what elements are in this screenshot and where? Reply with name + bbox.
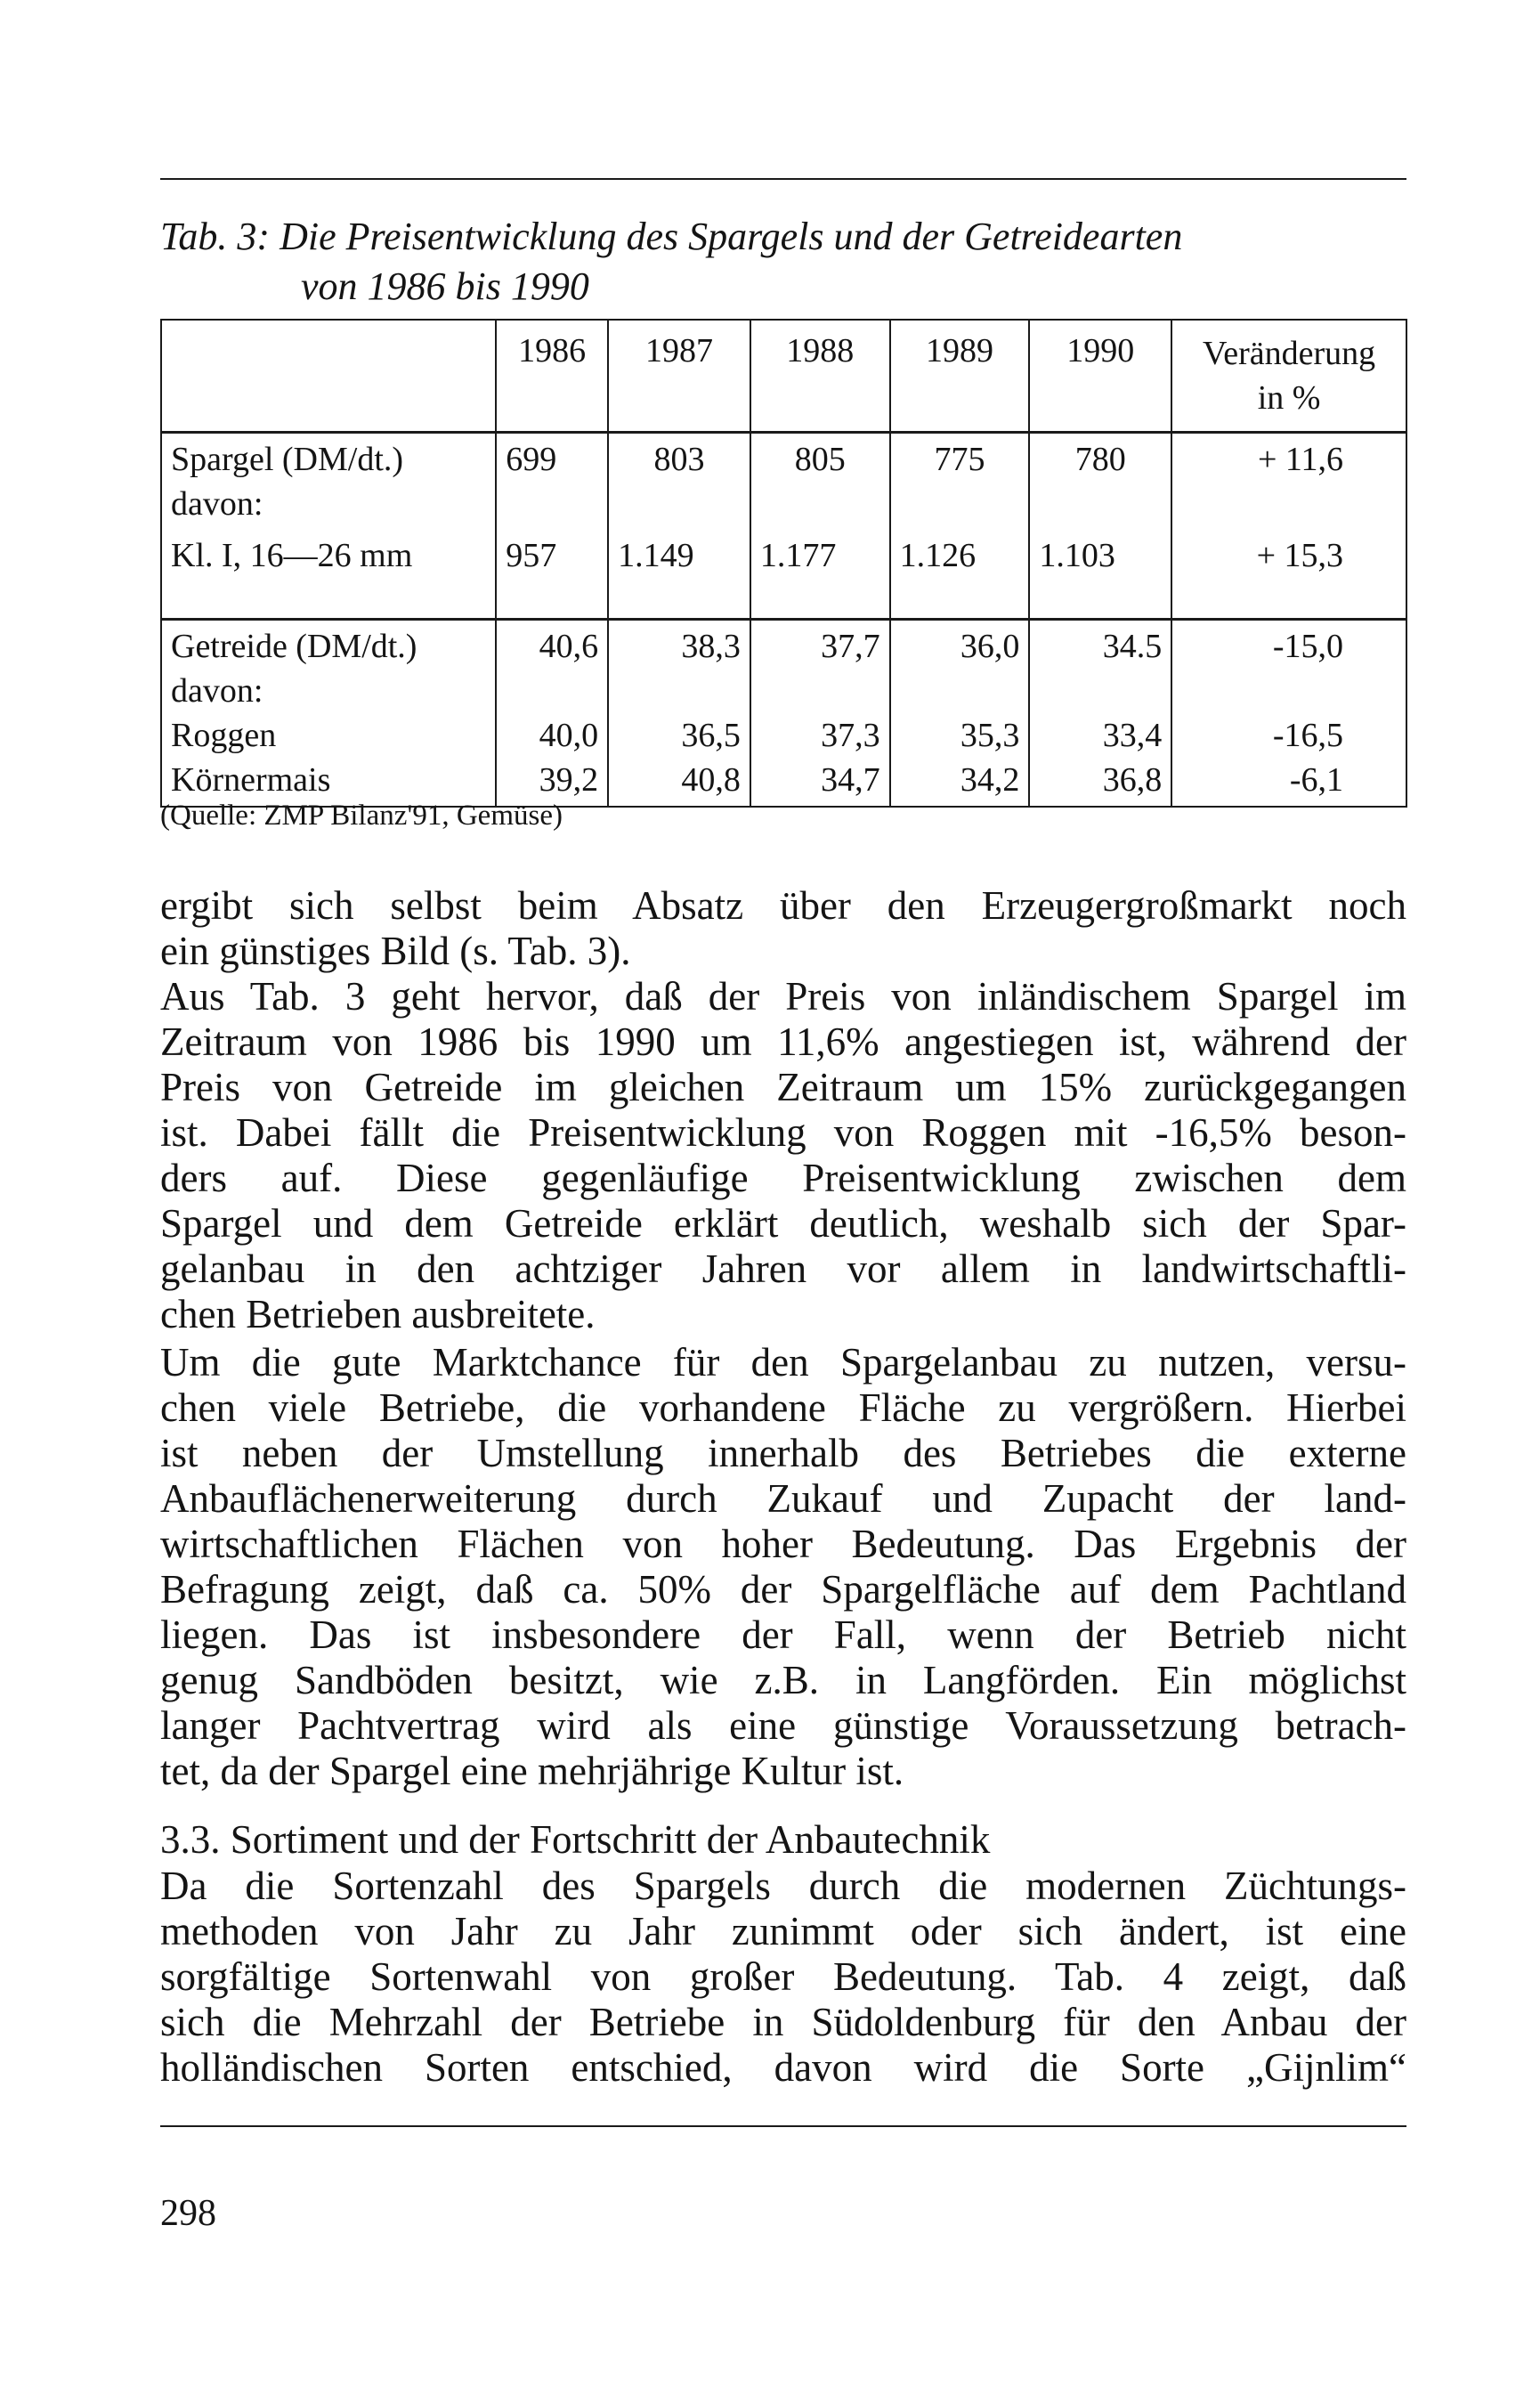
value-cell: 775 1.126 [890,433,1030,620]
value-cell: 805 1.177 [750,433,890,620]
paragraph [160,883,1406,974]
bottom-rule [160,2125,1406,2127]
text-line: ergibt sich selbst beim Absatz über den Erzeugergroßmarkt noch [160,883,1406,928]
value-cell: 36,0 35,3 34,2 [890,620,1030,808]
paragraph [160,974,1406,1337]
text-line: Zeitraum von 1986 bis 1990 um 11,6% angestiegen ist, während der [160,1019,1406,1064]
header-year: 1986 [496,320,608,433]
text-line: sich die Mehrzahl der Betriebe in Südoldenburg für den Anbau der [160,2000,1406,2044]
text-line: methoden von Jahr zu Jahr zunimmt oder sich ändert, ist eine [160,1909,1406,1953]
header-year: 1990 [1029,320,1171,433]
text-line: holländischen Sorten entschied, davon wird die Sorte „Gijnlim“ [160,2045,1406,2090]
text-line: tet, da der Spargel eine mehrjährige Kultur ist. [160,1749,904,1793]
price-table [160,319,1407,808]
table-row [161,620,1406,808]
source-note: (Quelle: ZMP Bilanz'91, Gemüse) [160,800,563,832]
text-line: sorgfältige Sortenwahl von großer Bedeutung. Tab. 4 zeigt, daß [160,1954,1406,1999]
text-line: Um die gute Marktchance für den Spargelanbau zu nutzen, versu- [160,1340,1406,1385]
text-line: ders auf. Diese gegenläufige Preisentwicklung zwischen dem [160,1156,1406,1200]
table-header-row [161,320,1406,433]
row-label-cell: Spargel (DM/dt.) davon: Kl. I, 16—26 mm [161,433,496,620]
change-cell: + 11,6 + 15,3 [1171,433,1406,620]
paragraph [160,1340,1406,1794]
caption-line-1: Tab. 3: Die Preisentwicklung des Spargels und der Getreidearten [160,215,1183,258]
table-row [161,433,1406,620]
text-line: Preis von Getreide im gleichen Zeitraum um 15% zurückgegangen [160,1065,1406,1109]
value-cell: 34.5 33,4 36,8 [1029,620,1171,808]
text-line: Befragung zeigt, daß ca. 50% der Spargelfläche auf dem Pachtland [160,1567,1406,1612]
text-line: langer Pachtvertrag wird als eine günstige Voraussetzung betrach- [160,1703,1406,1748]
value-cell: 780 1.103 [1029,433,1171,620]
text-line: liegen. Das ist insbesondere der Fall, wenn der Betrieb nicht [160,1612,1406,1657]
header-change: Veränderung in % [1171,320,1406,433]
value-cell: 699 957 [496,433,608,620]
value-cell: 37,7 37,3 34,7 [750,620,890,808]
page-number: 298 [160,2193,216,2234]
value-cell: 40,6 40,0 39,2 [496,620,608,808]
text-line: Da die Sortenzahl des Spargels durch die modernen Züchtungs- [160,1864,1406,1908]
text-line: Spargel und dem Getreide erklärt deutlich, weshalb sich der Spar- [160,1201,1406,1246]
text-line: ein günstiges Bild (s. Tab. 3). [160,929,631,973]
section-heading: 3.3. Sortiment und der Fortschritt der Anbautechnik [160,1817,991,1862]
header-year: 1989 [890,320,1030,433]
text-line: Anbauflächenerweiterung durch Zukauf und Zupacht der land- [160,1476,1406,1521]
paragraph [160,1864,1406,2091]
text-line: Aus Tab. 3 geht hervor, daß der Preis von inländischem Spargel im [160,974,1406,1019]
text-line: wirtschaftlichen Flächen von hoher Bedeutung. Das Ergebnis der [160,1522,1406,1566]
row-label-cell: Getreide (DM/dt.) davon: Roggen Körnermais [161,620,496,808]
caption-line-2: von 1986 bis 1990 [301,264,589,308]
table-caption [160,212,1424,312]
header-year: 1987 [608,320,750,433]
text-line: chen viele Betriebe, die vorhandene Fläche zu vergrößern. Hierbei [160,1385,1406,1430]
text-line: ist. Dabei fällt die Preisentwicklung von Roggen mit -16,5% beson- [160,1110,1406,1155]
value-cell: 803 1.149 [608,433,750,620]
text-line: genug Sandböden besitzt, wie z.B. in Langförden. Ein möglichst [160,1658,1406,1702]
text-line: chen Betrieben ausbreitete. [160,1292,596,1336]
value-cell: 38,3 36,5 40,8 [608,620,750,808]
header-empty-cell [161,320,496,433]
change-cell: -15,0 -16,5 -6,1 [1171,620,1406,808]
text-line: ist neben der Umstellung innerhalb des Betriebes die externe [160,1431,1406,1475]
header-year: 1988 [750,320,890,433]
text-line: gelanbau in den achtziger Jahren vor allem in landwirtschaftli- [160,1247,1406,1291]
top-rule [160,178,1406,180]
